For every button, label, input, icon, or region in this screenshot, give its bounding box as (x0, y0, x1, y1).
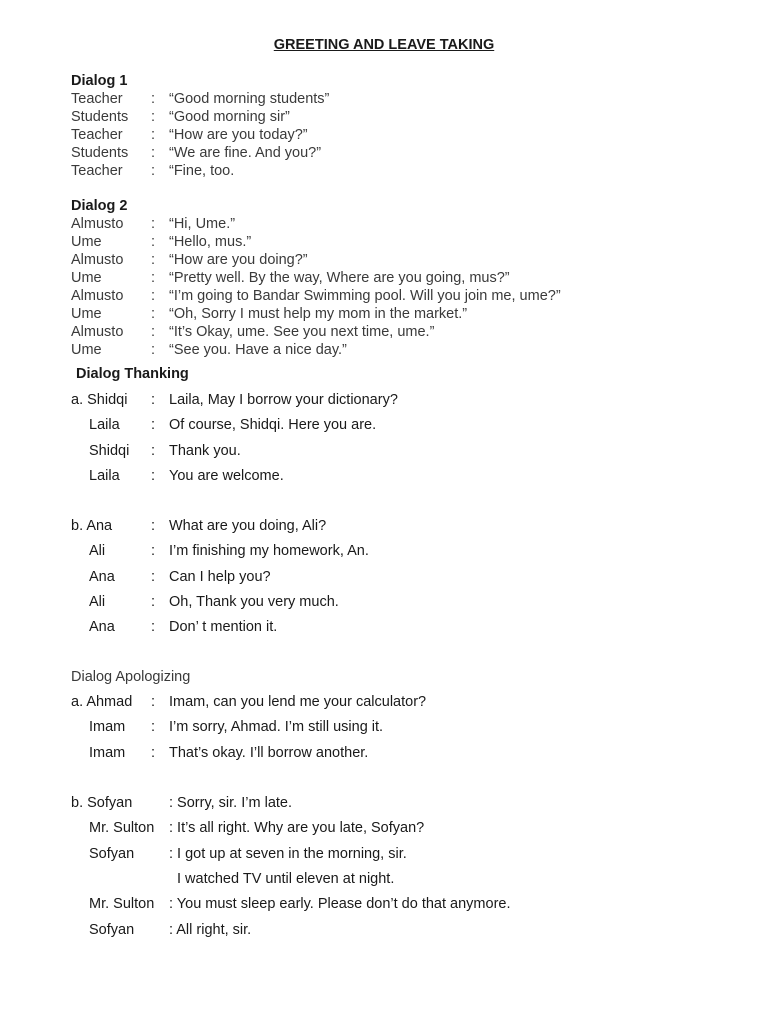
utterance-text: “It’s Okay, ume. See you next time, ume.” (169, 324, 435, 340)
utterance-text: Imam, can you lend me your calculator? (169, 694, 427, 710)
utterance-text: Laila, May I borrow your dictionary? (169, 392, 398, 408)
utterance-text: You are welcome. (169, 467, 284, 484)
utterance-text: That’s okay. I’ll borrow another. (169, 744, 369, 761)
speaker-name: Almusto (71, 324, 124, 340)
separator-colon: : (151, 467, 156, 484)
separator-colon: : (151, 234, 156, 250)
speaker-name: Ali (89, 543, 106, 560)
utterance-text: Don’ t mention it. (169, 619, 278, 636)
speaker-name: Imam (89, 744, 126, 761)
utterance-text: “Good morning sir” (169, 109, 290, 125)
speaker-name: Mr. Sulton (89, 820, 155, 837)
separator-colon: : (151, 392, 156, 408)
utterance-text: “Hi, Ume.” (169, 216, 236, 232)
thanking-heading: Dialog Thanking (76, 366, 189, 382)
utterance-text: What are you doing, Ali? (169, 518, 327, 534)
separator-colon: : (151, 216, 156, 232)
speaker-name: Almusto (71, 252, 124, 268)
separator-colon: : (151, 518, 156, 534)
speaker-name: Mr. Sulton (89, 896, 155, 913)
utterance-text: : Sorry, sir. I’m late. (169, 795, 293, 811)
dialog1-heading: Dialog 1 (71, 73, 128, 89)
dialog2-heading: Dialog 2 (71, 198, 128, 214)
speaker-name: Sofyan (89, 845, 135, 862)
utterance-text: “See you. Have a nice day.” (169, 342, 347, 358)
speaker-name: Imam (89, 719, 126, 736)
separator-colon: : (151, 163, 156, 179)
utterance-text: “Pretty well. By the way, Where are you going, mus?” (169, 270, 510, 286)
speaker-name: Ali (89, 593, 106, 610)
separator-colon: : (151, 593, 156, 610)
separator-colon: : (151, 324, 156, 340)
utterance-text: “I’m going to Bandar Swimming pool. Will you join me, ume?” (169, 288, 561, 304)
speaker-name: Students (71, 145, 129, 161)
speaker-name: Ume (71, 342, 102, 358)
speaker-name: Shidqi (89, 442, 130, 459)
separator-colon: : (151, 270, 156, 286)
utterance-text: Oh, Thank you very much. (169, 593, 339, 610)
utterance-text: I’m finishing my homework, An. (169, 543, 369, 560)
utterance-text: Thank you. (169, 442, 241, 459)
speaker-name: Laila (89, 467, 120, 484)
speaker-name: Teacher (71, 91, 123, 107)
separator-colon: : (151, 568, 156, 585)
utterance-text: “Oh, Sorry I must help my mom in the market.” (169, 306, 468, 322)
speaker-name: Almusto (71, 288, 124, 304)
speaker-name: Ana (89, 568, 115, 585)
separator-colon: : (151, 288, 156, 304)
separator-colon: : (151, 694, 156, 710)
speaker-name: Sofyan (89, 921, 135, 938)
speaker-name: Ume (71, 234, 102, 250)
speaker-name: Ume (71, 270, 102, 286)
utterance-text: : I got up at seven in the morning, sir. (169, 845, 407, 862)
speaker-name: Teacher (71, 163, 123, 179)
speaker-name: b. Ana (71, 518, 113, 534)
speaker-name: Ana (89, 619, 115, 636)
separator-colon: : (151, 342, 156, 358)
speaker-name: a. Shidqi (71, 392, 128, 408)
separator-colon: : (151, 252, 156, 268)
speaker-name: Laila (89, 417, 120, 434)
speaker-name: Teacher (71, 127, 123, 143)
utterance-text: “How are you doing?” (169, 252, 308, 268)
utterance-text: Can I help you? (169, 568, 271, 585)
separator-colon: : (151, 127, 156, 143)
separator-colon: : (151, 145, 156, 161)
speaker-name: Ume (71, 306, 102, 322)
speaker-name: Students (71, 109, 129, 125)
utterance-text: “How are you today?” (169, 127, 308, 143)
separator-colon: : (151, 719, 156, 736)
speaker-name: b. Sofyan (71, 795, 133, 811)
utterance-text: : All right, sir. (169, 921, 252, 938)
speaker-name: a. Ahmad (71, 694, 133, 710)
separator-colon: : (151, 109, 156, 125)
separator-colon: : (151, 619, 156, 636)
separator-colon: : (151, 543, 156, 560)
utterance-text: I’m sorry, Ahmad. I’m still using it. (169, 719, 384, 736)
separator-colon: : (151, 744, 156, 761)
separator-colon: : (151, 306, 156, 322)
utterance-text: I watched TV until eleven at night. (177, 870, 395, 887)
speaker-name: Almusto (71, 216, 124, 232)
utterance-text: “We are fine. And you?” (169, 145, 322, 161)
separator-colon: : (151, 417, 156, 434)
apologizing-heading: Dialog Apologizing (71, 669, 191, 685)
utterance-text: : It’s all right. Why are you late, Sofyan? (169, 820, 425, 837)
utterance-text: “Good morning students” (169, 91, 330, 107)
page-title: GREETING AND LEAVE TAKING (273, 37, 495, 53)
separator-colon: : (151, 442, 156, 459)
utterance-text: “Hello, mus.” (169, 234, 252, 250)
separator-colon: : (151, 91, 156, 107)
utterance-text: “Fine, too. (169, 163, 235, 179)
utterance-text: : You must sleep early. Please don’t do that anymore. (169, 896, 511, 913)
utterance-text: Of course, Shidqi. Here you are. (169, 417, 377, 434)
